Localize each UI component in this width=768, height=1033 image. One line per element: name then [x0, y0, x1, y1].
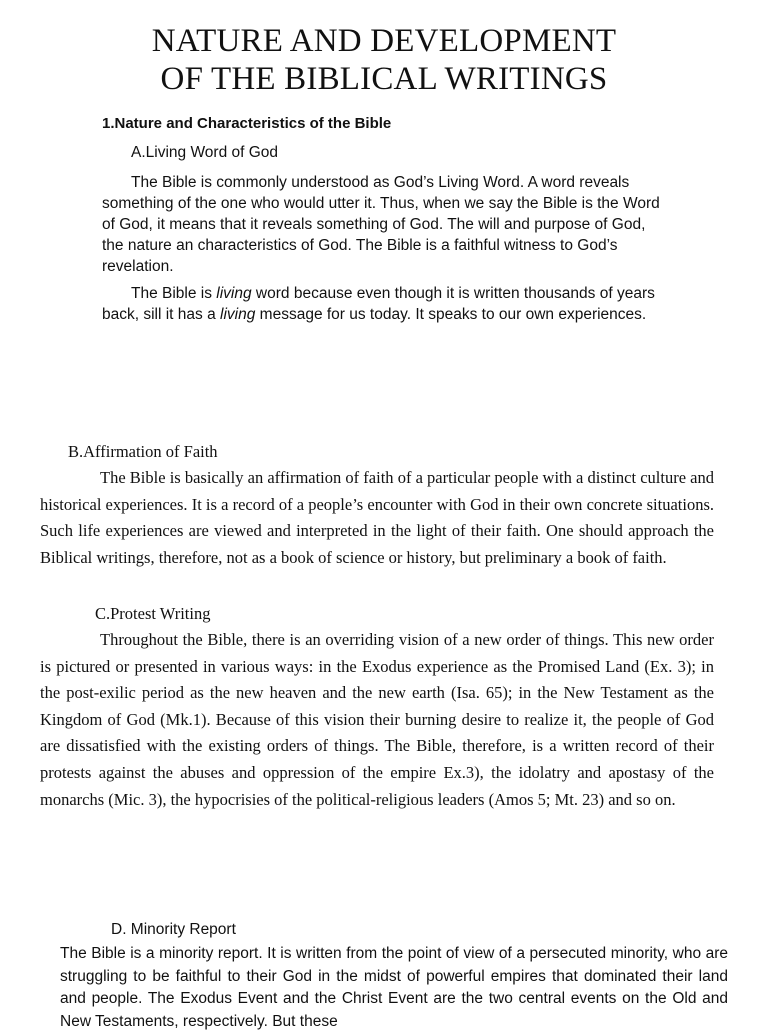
paragraph-living-word-2 — [102, 283, 662, 325]
paragraph-text: message for us today. It speaks to our own experiences. — [255, 306, 647, 323]
title-line-2: OF THE BIBLICAL WRITINGS — [160, 61, 608, 97]
paragraph-protest — [40, 627, 714, 813]
page-title — [0, 22, 768, 98]
paragraph-text: Throughout the Bible, there is an overriding vision of a new order of things. This new order is pictured or presented in various ways: in the Exodus experience as the Promised Land (Ex. 3); in the post-exilic period as the new heaven and the new earth (Isa. 65); in the New Testament as the Kingdom of God (Mk.1). Because of this vision their burning desire to realize it, the people of God are dissatisfied with the existing orders of things. The Bible, therefore, is a written record of their protests against the abuses and oppression of the empire Ex.3), the idolatry and apostasy of the monarchs (Mic. 3), the hypocrisies of the political-religious leaders (Amos 5; Mt. 23) and so on. — [40, 630, 714, 809]
paragraph-affirmation — [40, 465, 714, 571]
paragraph-text: The Bible is commonly understood as God’s Living Word. A word reveals something of the one who would utter it. Thus, when we say the Bible is the Word of God, it means that it reveals something of God. The will and purpose of God, the nature an characteristics of God. The Bible is a faithful witness to God’s revelation. — [102, 174, 660, 275]
title-line-1: NATURE AND DEVELOPMENT — [151, 23, 617, 59]
emphasis-text: living — [216, 285, 252, 302]
paragraph-text: The Bible is basically an affirmation of faith of a particular people with a distinct culture and historical experiences. It is a record of a people’s encounter with God in their own concrete situations. Such life experiences are viewed and interpreted in the light of their faith. One should approach the Biblical writings, therefore, not as a book of science or history, but preliminary a book of faith. — [40, 468, 714, 567]
subheading-living-word: A.Living Word of God — [131, 144, 279, 161]
subheading-affirmation: B.Affirmation of Faith — [68, 442, 218, 461]
paragraph-text: The Bible is — [131, 285, 217, 302]
section-heading: 1.Nature and Characteristics of the Bible — [102, 115, 392, 132]
paragraph-living-word-1 — [102, 172, 662, 277]
subheading-minority: D. Minority Report — [111, 921, 236, 938]
paragraph-text: word because even though it is written thousands of years back, sill it has a — [102, 285, 655, 323]
subheading-protest: C.Protest Writing — [95, 604, 211, 623]
paragraph-minority: The Bible is a minority report. It is written from the point of view of a persecuted minority, who are struggling to be faithful to their God in the midst of powerful empires that dominated their land and people. The Exodus Event and the Christ Event are the two central events on the Old and New Testaments, respectively. But these — [60, 945, 728, 1030]
emphasis-text: living — [220, 306, 256, 323]
